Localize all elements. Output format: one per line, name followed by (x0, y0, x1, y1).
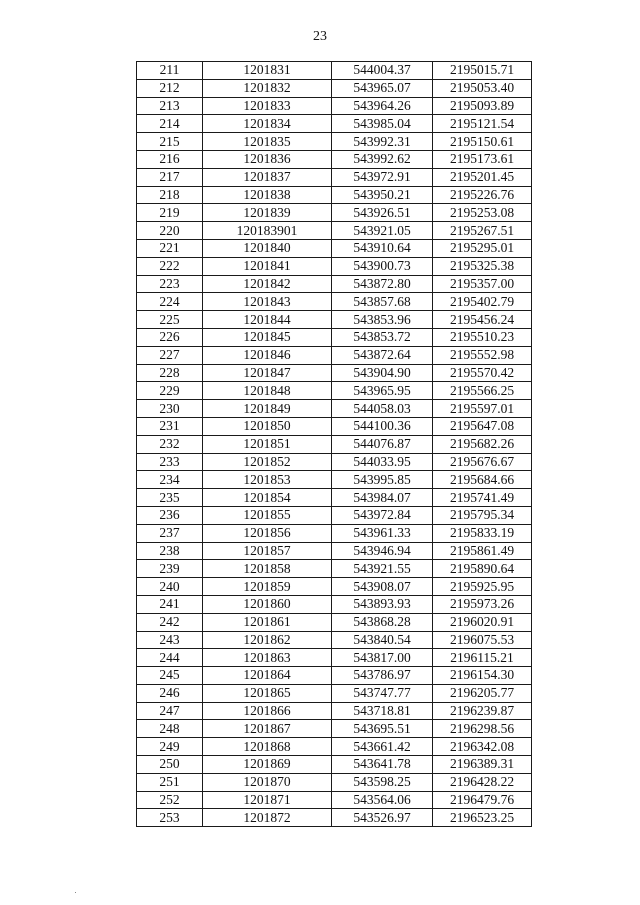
row-index-cell: 242 (137, 613, 203, 631)
y-coordinate-cell: 2195510.23 (433, 328, 532, 346)
y-coordinate-cell: 2195201.45 (433, 168, 532, 186)
point-id-cell: 1201846 (203, 346, 332, 364)
point-id-cell: 1201840 (203, 239, 332, 257)
x-coordinate-cell: 543964.26 (332, 97, 433, 115)
x-coordinate-cell: 543853.96 (332, 311, 433, 329)
table-row (137, 222, 532, 240)
x-coordinate-cell: 543972.84 (332, 506, 433, 524)
row-index-cell: 221 (137, 239, 203, 257)
point-id-cell: 1201872 (203, 809, 332, 827)
y-coordinate-cell: 2196523.25 (433, 809, 532, 827)
table-row (137, 702, 532, 720)
table-row (137, 168, 532, 186)
row-index-cell: 215 (137, 133, 203, 151)
point-id-cell: 1201834 (203, 115, 332, 133)
x-coordinate-cell: 543961.33 (332, 524, 433, 542)
table-row (137, 773, 532, 791)
y-coordinate-cell: 2195226.76 (433, 186, 532, 204)
row-index-cell: 241 (137, 595, 203, 613)
x-coordinate-cell: 543921.55 (332, 560, 433, 578)
row-index-cell: 223 (137, 275, 203, 293)
y-coordinate-cell: 2196389.31 (433, 756, 532, 774)
row-index-cell: 238 (137, 542, 203, 560)
point-id-cell: 1201868 (203, 738, 332, 756)
point-id-cell: 1201835 (203, 133, 332, 151)
row-index-cell: 234 (137, 471, 203, 489)
point-id-cell: 1201847 (203, 364, 332, 382)
row-index-cell: 225 (137, 311, 203, 329)
row-index-cell: 249 (137, 738, 203, 756)
y-coordinate-cell: 2195647.08 (433, 417, 532, 435)
row-index-cell: 226 (137, 328, 203, 346)
table-row (137, 133, 532, 151)
table-row (137, 239, 532, 257)
row-index-cell: 239 (137, 560, 203, 578)
table-row (137, 150, 532, 168)
point-id-cell: 1201850 (203, 417, 332, 435)
row-index-cell: 224 (137, 293, 203, 311)
x-coordinate-cell: 543965.07 (332, 79, 433, 97)
table-row (137, 720, 532, 738)
table-row (137, 115, 532, 133)
point-id-cell: 1201842 (203, 275, 332, 293)
x-coordinate-cell: 543908.07 (332, 578, 433, 596)
point-id-cell: 1201832 (203, 79, 332, 97)
row-index-cell: 222 (137, 257, 203, 275)
y-coordinate-cell: 2196342.08 (433, 738, 532, 756)
table-row (137, 578, 532, 596)
x-coordinate-cell: 543598.25 (332, 773, 433, 791)
row-index-cell: 248 (137, 720, 203, 738)
y-coordinate-cell: 2195741.49 (433, 489, 532, 507)
table-row (137, 667, 532, 685)
table-row (137, 62, 532, 80)
x-coordinate-cell: 543661.42 (332, 738, 433, 756)
point-id-cell: 1201871 (203, 791, 332, 809)
row-index-cell: 231 (137, 417, 203, 435)
point-id-cell: 1201857 (203, 542, 332, 560)
x-coordinate-cell: 543972.91 (332, 168, 433, 186)
table-row (137, 489, 532, 507)
x-coordinate-cell: 543904.90 (332, 364, 433, 382)
x-coordinate-cell: 543900.73 (332, 257, 433, 275)
point-id-cell: 1201865 (203, 684, 332, 702)
table-row (137, 738, 532, 756)
row-index-cell: 251 (137, 773, 203, 791)
point-id-cell: 1201860 (203, 595, 332, 613)
point-id-cell: 1201869 (203, 756, 332, 774)
point-id-cell: 1201853 (203, 471, 332, 489)
y-coordinate-cell: 2196075.53 (433, 631, 532, 649)
point-id-cell: 1201861 (203, 613, 332, 631)
table-row (137, 453, 532, 471)
x-coordinate-cell: 543984.07 (332, 489, 433, 507)
point-id-cell: 1201837 (203, 168, 332, 186)
point-id-cell: 1201845 (203, 328, 332, 346)
x-coordinate-cell: 543992.62 (332, 150, 433, 168)
x-coordinate-cell: 543853.72 (332, 328, 433, 346)
scan-artifact-dot (75, 892, 76, 893)
x-coordinate-cell: 543695.51 (332, 720, 433, 738)
point-id-cell: 120183901 (203, 222, 332, 240)
row-index-cell: 227 (137, 346, 203, 364)
y-coordinate-cell: 2196205.77 (433, 684, 532, 702)
y-coordinate-cell: 2195456.24 (433, 311, 532, 329)
x-coordinate-cell: 543564.06 (332, 791, 433, 809)
page-number: 23 (313, 29, 327, 44)
y-coordinate-cell: 2196020.91 (433, 613, 532, 631)
row-index-cell: 216 (137, 150, 203, 168)
point-id-cell: 1201856 (203, 524, 332, 542)
x-coordinate-cell: 543747.77 (332, 684, 433, 702)
y-coordinate-cell: 2195253.08 (433, 204, 532, 222)
y-coordinate-cell: 2196298.56 (433, 720, 532, 738)
y-coordinate-cell: 2195402.79 (433, 293, 532, 311)
row-index-cell: 250 (137, 756, 203, 774)
y-coordinate-cell: 2195295.01 (433, 239, 532, 257)
y-coordinate-cell: 2195833.19 (433, 524, 532, 542)
table-row (137, 524, 532, 542)
table-row (137, 79, 532, 97)
x-coordinate-cell: 543946.94 (332, 542, 433, 560)
y-coordinate-cell: 2195861.49 (433, 542, 532, 560)
row-index-cell: 236 (137, 506, 203, 524)
table-row (137, 400, 532, 418)
y-coordinate-cell: 2196239.87 (433, 702, 532, 720)
y-coordinate-cell: 2195325.38 (433, 257, 532, 275)
x-coordinate-cell: 543985.04 (332, 115, 433, 133)
y-coordinate-cell: 2196154.30 (433, 667, 532, 685)
table-row (137, 809, 532, 827)
y-coordinate-cell: 2195093.89 (433, 97, 532, 115)
y-coordinate-cell: 2195053.40 (433, 79, 532, 97)
y-coordinate-cell: 2195890.64 (433, 560, 532, 578)
table-row (137, 613, 532, 631)
point-id-cell: 1201863 (203, 649, 332, 667)
table-row (137, 293, 532, 311)
x-coordinate-cell: 544076.87 (332, 435, 433, 453)
point-id-cell: 1201849 (203, 400, 332, 418)
y-coordinate-cell: 2195676.67 (433, 453, 532, 471)
x-coordinate-cell: 543965.95 (332, 382, 433, 400)
x-coordinate-cell: 543857.68 (332, 293, 433, 311)
point-id-cell: 1201855 (203, 506, 332, 524)
row-index-cell: 212 (137, 79, 203, 97)
point-id-cell: 1201848 (203, 382, 332, 400)
table-row (137, 186, 532, 204)
table-row (137, 382, 532, 400)
x-coordinate-cell: 543817.00 (332, 649, 433, 667)
point-id-cell: 1201859 (203, 578, 332, 596)
point-id-cell: 1201836 (203, 150, 332, 168)
y-coordinate-cell: 2195121.54 (433, 115, 532, 133)
x-coordinate-cell: 543893.93 (332, 595, 433, 613)
row-index-cell: 244 (137, 649, 203, 667)
y-coordinate-cell: 2195597.01 (433, 400, 532, 418)
table-row (137, 346, 532, 364)
x-coordinate-cell: 543921.05 (332, 222, 433, 240)
y-coordinate-cell: 2195973.26 (433, 595, 532, 613)
y-coordinate-cell: 2195682.26 (433, 435, 532, 453)
y-coordinate-cell: 2195552.98 (433, 346, 532, 364)
table-row (137, 560, 532, 578)
coordinates-table (136, 61, 532, 827)
row-index-cell: 252 (137, 791, 203, 809)
y-coordinate-cell: 2195925.95 (433, 578, 532, 596)
y-coordinate-cell: 2195566.25 (433, 382, 532, 400)
row-index-cell: 213 (137, 97, 203, 115)
row-index-cell: 247 (137, 702, 203, 720)
point-id-cell: 1201862 (203, 631, 332, 649)
y-coordinate-cell: 2195684.66 (433, 471, 532, 489)
row-index-cell: 214 (137, 115, 203, 133)
table-row (137, 97, 532, 115)
table-row (137, 649, 532, 667)
table-row (137, 631, 532, 649)
x-coordinate-cell: 543926.51 (332, 204, 433, 222)
x-coordinate-cell: 543910.64 (332, 239, 433, 257)
row-index-cell: 229 (137, 382, 203, 400)
point-id-cell: 1201870 (203, 773, 332, 791)
y-coordinate-cell: 2196115.21 (433, 649, 532, 667)
point-id-cell: 1201867 (203, 720, 332, 738)
table-row (137, 257, 532, 275)
table-row (137, 684, 532, 702)
row-index-cell: 246 (137, 684, 203, 702)
table-row (137, 417, 532, 435)
y-coordinate-cell: 2195570.42 (433, 364, 532, 382)
point-id-cell: 1201843 (203, 293, 332, 311)
row-index-cell: 228 (137, 364, 203, 382)
row-index-cell: 218 (137, 186, 203, 204)
x-coordinate-cell: 543526.97 (332, 809, 433, 827)
x-coordinate-cell: 543992.31 (332, 133, 433, 151)
row-index-cell: 237 (137, 524, 203, 542)
y-coordinate-cell: 2195150.61 (433, 133, 532, 151)
x-coordinate-cell: 544058.03 (332, 400, 433, 418)
point-id-cell: 1201866 (203, 702, 332, 720)
point-id-cell: 1201864 (203, 667, 332, 685)
x-coordinate-cell: 544100.36 (332, 417, 433, 435)
row-index-cell: 232 (137, 435, 203, 453)
table-row (137, 364, 532, 382)
x-coordinate-cell: 543718.81 (332, 702, 433, 720)
x-coordinate-cell: 544033.95 (332, 453, 433, 471)
x-coordinate-cell: 544004.37 (332, 62, 433, 80)
point-id-cell: 1201844 (203, 311, 332, 329)
table-row (137, 275, 532, 293)
x-coordinate-cell: 543868.28 (332, 613, 433, 631)
x-coordinate-cell: 543641.78 (332, 756, 433, 774)
table-row (137, 506, 532, 524)
table-row (137, 435, 532, 453)
point-id-cell: 1201839 (203, 204, 332, 222)
table-row (137, 542, 532, 560)
table-row (137, 595, 532, 613)
point-id-cell: 1201838 (203, 186, 332, 204)
y-coordinate-cell: 2195267.51 (433, 222, 532, 240)
y-coordinate-cell: 2196479.76 (433, 791, 532, 809)
point-id-cell: 1201851 (203, 435, 332, 453)
x-coordinate-cell: 543950.21 (332, 186, 433, 204)
y-coordinate-cell: 2195173.61 (433, 150, 532, 168)
table-row (137, 204, 532, 222)
row-index-cell: 253 (137, 809, 203, 827)
x-coordinate-cell: 543786.97 (332, 667, 433, 685)
table-row (137, 328, 532, 346)
table-row (137, 756, 532, 774)
y-coordinate-cell: 2195357.00 (433, 275, 532, 293)
point-id-cell: 1201833 (203, 97, 332, 115)
y-coordinate-cell: 2195015.71 (433, 62, 532, 80)
y-coordinate-cell: 2196428.22 (433, 773, 532, 791)
table-row (137, 791, 532, 809)
row-index-cell: 233 (137, 453, 203, 471)
table-row (137, 471, 532, 489)
row-index-cell: 243 (137, 631, 203, 649)
table-row (137, 311, 532, 329)
row-index-cell: 219 (137, 204, 203, 222)
row-index-cell: 211 (137, 62, 203, 80)
point-id-cell: 1201841 (203, 257, 332, 275)
x-coordinate-cell: 543872.80 (332, 275, 433, 293)
table-body (137, 62, 532, 827)
row-index-cell: 240 (137, 578, 203, 596)
point-id-cell: 1201858 (203, 560, 332, 578)
row-index-cell: 217 (137, 168, 203, 186)
point-id-cell: 1201854 (203, 489, 332, 507)
x-coordinate-cell: 543995.85 (332, 471, 433, 489)
row-index-cell: 230 (137, 400, 203, 418)
y-coordinate-cell: 2195795.34 (433, 506, 532, 524)
row-index-cell: 235 (137, 489, 203, 507)
row-index-cell: 245 (137, 667, 203, 685)
x-coordinate-cell: 543840.54 (332, 631, 433, 649)
row-index-cell: 220 (137, 222, 203, 240)
point-id-cell: 1201831 (203, 62, 332, 80)
point-id-cell: 1201852 (203, 453, 332, 471)
x-coordinate-cell: 543872.64 (332, 346, 433, 364)
